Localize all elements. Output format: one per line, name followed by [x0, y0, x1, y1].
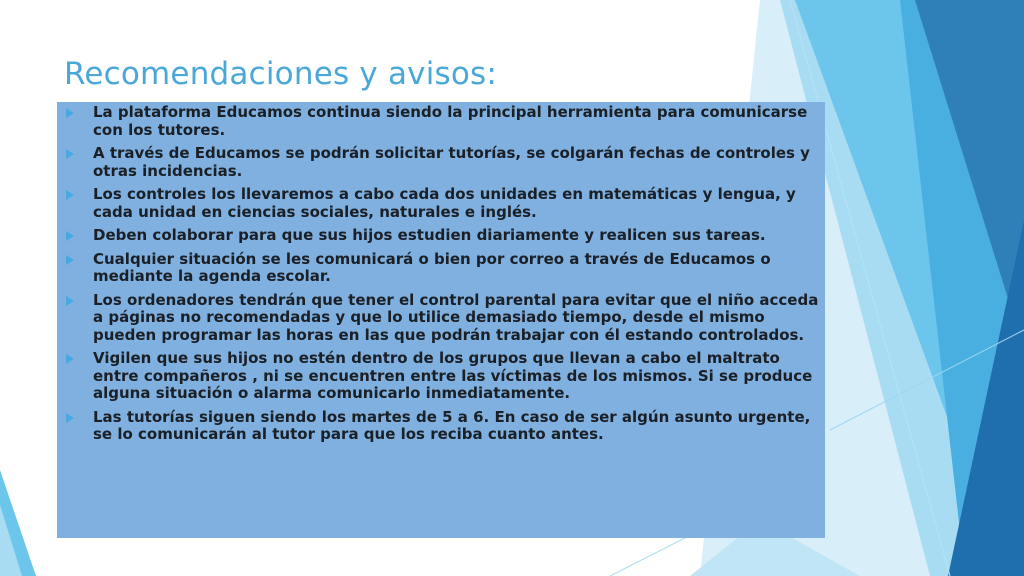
- bullet-text: Las tutorías siguen siendo los martes de 5 a 6. En caso de ser algún asunto urgente, se lo comunicarán al tutor para que los reciba cuanto antes.: [93, 407, 811, 443]
- slide-title: Recomendaciones y avisos:: [64, 56, 498, 92]
- content-box: [57, 102, 825, 538]
- list-item: [57, 104, 825, 139]
- list-item: [57, 251, 825, 286]
- arrow-bullet-icon: [66, 354, 74, 364]
- bullet-text: Deben colaborar para que sus hijos estudien diariamente y realicen sus tareas.: [93, 226, 766, 244]
- arrow-bullet-icon: [66, 413, 74, 423]
- arrow-bullet-icon: [66, 108, 74, 118]
- bullet-text: Vigilen que sus hijos no estén dentro de los grupos que llevan a cabo el maltrato entre compañeros , ni se encuentren entre las víctimas de los mismos. Si se produce alguna situación o alarma comunicarlo inmediatamente.: [93, 349, 813, 402]
- list-item: [57, 145, 825, 180]
- list-item: [57, 409, 825, 444]
- list-item: [57, 227, 825, 245]
- bullet-text: Cualquier situación se les comunicará o bien por correo a través de Educamos o mediante la agenda escolar.: [93, 249, 771, 285]
- bullet-text: Los controles los llevaremos a cabo cada dos unidades en matemáticas y lengua, y cada unidad en ciencias sociales, naturales e inglés.: [93, 185, 796, 221]
- list-item: [57, 186, 825, 221]
- arrow-bullet-icon: [66, 255, 74, 265]
- list-item: [57, 292, 825, 345]
- arrow-bullet-icon: [66, 149, 74, 159]
- bullet-list: [57, 104, 825, 450]
- bullet-text: Los ordenadores tendrán que tener el control parental para evitar que el niño acceda a páginas no recomendadas y que lo utilice demasiado tiempo, desde el mismo pueden programar las horas en las que podrán trabajar con él estando controlados.: [93, 290, 819, 344]
- list-item: [57, 350, 825, 403]
- bullet-text: La plataforma Educamos continua siendo la principal herramienta para comunicarse con los tutores.: [93, 103, 808, 139]
- bullet-text: A través de Educamos se podrán solicitar tutorías, se colgarán fechas de controles y otras incidencias.: [93, 144, 810, 180]
- arrow-bullet-icon: [66, 296, 74, 306]
- arrow-bullet-icon: [66, 231, 74, 241]
- arrow-bullet-icon: [66, 190, 74, 200]
